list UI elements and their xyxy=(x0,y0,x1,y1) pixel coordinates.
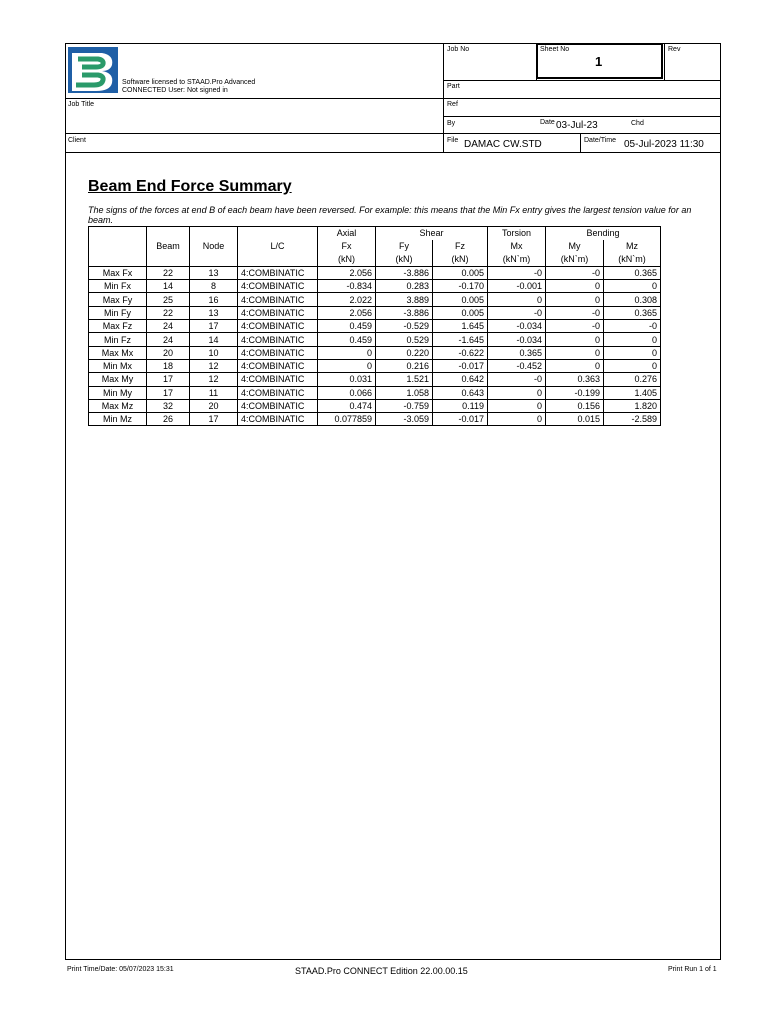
cell-fy: 3.889 xyxy=(376,293,433,306)
cell-row-label: Min My xyxy=(89,386,147,399)
print-time: Print Time/Date: 05/07/2023 15:31 xyxy=(67,966,174,973)
unit-header-my: (kN`m) xyxy=(546,253,604,266)
cell-fy: -3.886 xyxy=(376,266,433,279)
cell-mx: -0.034 xyxy=(488,333,546,346)
cell-load-case: 4:COMBINATIC xyxy=(238,293,318,306)
sheet-no-label: Sheet No xyxy=(540,46,570,53)
cell-beam: 17 xyxy=(147,373,190,386)
header-divider xyxy=(65,133,721,134)
edition-text: STAAD.Pro CONNECT Edition 22.00.00.15 xyxy=(295,966,468,976)
ref-label: Ref xyxy=(447,101,458,108)
group-header-torsion: Torsion xyxy=(488,227,546,240)
column-header-fx: Fx xyxy=(318,240,376,253)
print-run: Print Run 1 of 1 xyxy=(668,966,717,973)
header-divider xyxy=(65,152,721,153)
cell-fx: 2.022 xyxy=(318,293,376,306)
cell-mx: 0 xyxy=(488,399,546,412)
empty-header-cell xyxy=(190,227,238,240)
cell-my: 0 xyxy=(546,359,604,372)
report-note: The signs of the forces at end B of each beam have been reversed. For example: this means that the Min Fx entry gives the largest tension value for an beam. xyxy=(88,205,692,225)
cell-beam: 17 xyxy=(147,386,190,399)
table-row xyxy=(89,320,661,333)
cell-beam: 18 xyxy=(147,359,190,372)
cell-node: 11 xyxy=(190,386,238,399)
cell-fx: 0.474 xyxy=(318,399,376,412)
column-header-node: Node xyxy=(190,240,238,253)
cell-my: 0 xyxy=(546,280,604,293)
cell-row-label: Max Fz xyxy=(89,320,147,333)
cell-mz: 0 xyxy=(604,346,661,359)
cell-node: 16 xyxy=(190,293,238,306)
unit-header-mz: (kN`m) xyxy=(604,253,661,266)
cell-fx: 0.077859 xyxy=(318,413,376,426)
cell-fz: -1.645 xyxy=(433,333,488,346)
cell-load-case: 4:COMBINATIC xyxy=(238,266,318,279)
cell-load-case: 4:COMBINATIC xyxy=(238,320,318,333)
cell-node: 17 xyxy=(190,320,238,333)
cell-beam: 24 xyxy=(147,320,190,333)
cell-my: 0 xyxy=(546,333,604,346)
cell-my: 0 xyxy=(546,346,604,359)
table-row xyxy=(89,333,661,346)
cell-row-label: Min Fz xyxy=(89,333,147,346)
column-header-fz: Fz xyxy=(433,240,488,253)
cell-fy: 0.283 xyxy=(376,280,433,293)
beam-force-table xyxy=(88,226,661,426)
cell-node: 17 xyxy=(190,413,238,426)
cell-my: -0 xyxy=(546,306,604,319)
cell-mz: 0 xyxy=(604,280,661,293)
cell-fx: 0 xyxy=(318,359,376,372)
cell-mz: 1.405 xyxy=(604,386,661,399)
cell-load-case: 4:COMBINATIC xyxy=(238,413,318,426)
cell-fy: -3.059 xyxy=(376,413,433,426)
rev-label: Rev xyxy=(668,46,681,53)
cell-my: 0.156 xyxy=(546,399,604,412)
cell-my: -0 xyxy=(546,266,604,279)
report-title: Beam End Force Summary xyxy=(88,178,292,195)
cell-fz: 0.642 xyxy=(433,373,488,386)
cell-mx: 0 xyxy=(488,386,546,399)
cell-mz: 0.276 xyxy=(604,373,661,386)
cell-mz: 0 xyxy=(604,333,661,346)
cell-mz: 0.365 xyxy=(604,266,661,279)
cell-mz: -2.589 xyxy=(604,413,661,426)
table-row xyxy=(89,373,661,386)
cell-fz: 0.005 xyxy=(433,306,488,319)
cell-row-label: Min Fx xyxy=(89,280,147,293)
header-divider xyxy=(65,98,721,99)
cell-mz: 1.820 xyxy=(604,399,661,412)
cell-fy: -0.529 xyxy=(376,320,433,333)
unit-header-mx: (kN`m) xyxy=(488,253,546,266)
cell-node: 20 xyxy=(190,399,238,412)
cell-beam: 22 xyxy=(147,306,190,319)
cell-fx: 0 xyxy=(318,346,376,359)
table-body xyxy=(89,266,661,426)
table-row xyxy=(89,306,661,319)
table-group-header-row xyxy=(89,227,661,240)
bentley-b-logo-icon xyxy=(68,47,118,93)
cell-fz: -0.170 xyxy=(433,280,488,293)
cell-fz: 0.005 xyxy=(433,266,488,279)
cell-row-label: Max Fx xyxy=(89,266,147,279)
job-title-label: Job Title xyxy=(68,101,95,108)
datetime-value: 05-Jul-2023 11:30 xyxy=(624,139,704,150)
cell-my: 0.363 xyxy=(546,373,604,386)
cell-row-label: Min Fy xyxy=(89,306,147,319)
file-value: DAMAC CW.STD xyxy=(464,139,542,150)
sheet-no-value: 1 xyxy=(595,54,603,69)
cell-mx: 0.365 xyxy=(488,346,546,359)
cell-fy: -3.886 xyxy=(376,306,433,319)
empty-header-cell xyxy=(238,227,318,240)
cell-beam: 26 xyxy=(147,413,190,426)
cell-fy: 0.216 xyxy=(376,359,433,372)
table-row xyxy=(89,280,661,293)
header-divider xyxy=(443,43,444,153)
cell-fz: 1.645 xyxy=(433,320,488,333)
table-row xyxy=(89,413,661,426)
cell-my: 0.015 xyxy=(546,413,604,426)
cell-fz: -0.622 xyxy=(433,346,488,359)
cell-fz: 0.643 xyxy=(433,386,488,399)
empty-header-cell xyxy=(147,227,190,240)
cell-beam: 22 xyxy=(147,266,190,279)
cell-node: 8 xyxy=(190,280,238,293)
cell-mx: -0.001 xyxy=(488,280,546,293)
cell-row-label: Min Mx xyxy=(89,359,147,372)
cell-node: 13 xyxy=(190,266,238,279)
cell-fx: 2.056 xyxy=(318,306,376,319)
cell-mx: -0 xyxy=(488,266,546,279)
cell-mz: -0 xyxy=(604,320,661,333)
cell-my: 0 xyxy=(546,293,604,306)
cell-load-case: 4:COMBINATIC xyxy=(238,333,318,346)
cell-mx: -0 xyxy=(488,373,546,386)
cell-row-label: Max Fy xyxy=(89,293,147,306)
by-label: By xyxy=(447,120,456,127)
cell-fx: 0.066 xyxy=(318,386,376,399)
cell-beam: 32 xyxy=(147,399,190,412)
column-header-lc: L/C xyxy=(238,240,318,253)
empty-header-cell xyxy=(89,227,147,240)
cell-fy: 0.529 xyxy=(376,333,433,346)
cell-my: -0 xyxy=(546,320,604,333)
empty-header-cell xyxy=(190,253,238,266)
group-header-bending: Bending xyxy=(546,227,661,240)
cell-node: 12 xyxy=(190,359,238,372)
cell-load-case: 4:COMBINATIC xyxy=(238,346,318,359)
part-label: Part xyxy=(447,83,460,90)
empty-header-cell xyxy=(89,240,147,253)
cell-mx: -0 xyxy=(488,306,546,319)
header-divider xyxy=(443,80,721,81)
cell-mz: 0 xyxy=(604,359,661,372)
datetime-label: Date/Time xyxy=(584,137,617,144)
cell-beam: 25 xyxy=(147,293,190,306)
empty-header-cell xyxy=(238,253,318,266)
cell-fx: -0.834 xyxy=(318,280,376,293)
column-header-beam: Beam xyxy=(147,240,190,253)
date-value: 03-Jul-23 xyxy=(556,120,598,131)
license-line-2: CONNECTED User: Not signed in xyxy=(122,87,228,94)
cell-beam: 24 xyxy=(147,333,190,346)
unit-header-fx: (kN) xyxy=(318,253,376,266)
cell-fx: 0.459 xyxy=(318,320,376,333)
cell-fx: 0.459 xyxy=(318,333,376,346)
table-row xyxy=(89,359,661,372)
cell-fx: 2.056 xyxy=(318,266,376,279)
table-row xyxy=(89,399,661,412)
job-no-label: Job No xyxy=(447,46,470,53)
cell-mz: 0.365 xyxy=(604,306,661,319)
cell-node: 12 xyxy=(190,373,238,386)
cell-node: 13 xyxy=(190,306,238,319)
cell-row-label: Max Mz xyxy=(89,399,147,412)
column-header-mz: Mz xyxy=(604,240,661,253)
table-row xyxy=(89,266,661,279)
cell-fz: -0.017 xyxy=(433,359,488,372)
cell-mx: 0 xyxy=(488,413,546,426)
date-label: Date xyxy=(540,119,555,126)
header-divider xyxy=(443,116,721,117)
group-header-axial: Axial xyxy=(318,227,376,240)
cell-node: 10 xyxy=(190,346,238,359)
cell-node: 14 xyxy=(190,333,238,346)
cell-fy: 0.220 xyxy=(376,346,433,359)
cell-mx: -0.034 xyxy=(488,320,546,333)
cell-load-case: 4:COMBINATIC xyxy=(238,386,318,399)
cell-fy: 1.058 xyxy=(376,386,433,399)
cell-row-label: Min Mz xyxy=(89,413,147,426)
table-unit-header-row xyxy=(89,253,661,266)
table-row xyxy=(89,346,661,359)
cell-fx: 0.031 xyxy=(318,373,376,386)
cell-my: -0.199 xyxy=(546,386,604,399)
cell-load-case: 4:COMBINATIC xyxy=(238,280,318,293)
column-header-mx: Mx xyxy=(488,240,546,253)
cell-mx: 0 xyxy=(488,293,546,306)
cell-beam: 14 xyxy=(147,280,190,293)
cell-load-case: 4:COMBINATIC xyxy=(238,373,318,386)
cell-load-case: 4:COMBINATIC xyxy=(238,399,318,412)
cell-row-label: Max Mx xyxy=(89,346,147,359)
header-divider xyxy=(664,43,665,81)
cell-beam: 20 xyxy=(147,346,190,359)
cell-fz: 0.005 xyxy=(433,293,488,306)
cell-load-case: 4:COMBINATIC xyxy=(238,359,318,372)
cell-load-case: 4:COMBINATIC xyxy=(238,306,318,319)
chd-label: Chd xyxy=(631,120,644,127)
cell-fy: -0.759 xyxy=(376,399,433,412)
unit-header-fz: (kN) xyxy=(433,253,488,266)
cell-mx: -0.452 xyxy=(488,359,546,372)
file-label: File xyxy=(447,137,459,144)
client-label: Client xyxy=(68,137,86,144)
cell-mz: 0.308 xyxy=(604,293,661,306)
table-row xyxy=(89,293,661,306)
license-line-1: Software licensed to STAAD.Pro Advanced xyxy=(122,79,256,86)
table-column-header-row xyxy=(89,240,661,253)
column-header-fy: Fy xyxy=(376,240,433,253)
cell-fz: 0.119 xyxy=(433,399,488,412)
empty-header-cell xyxy=(89,253,147,266)
cell-row-label: Max My xyxy=(89,373,147,386)
cell-fy: 1.521 xyxy=(376,373,433,386)
empty-header-cell xyxy=(147,253,190,266)
column-header-my: My xyxy=(546,240,604,253)
cell-fz: -0.017 xyxy=(433,413,488,426)
group-header-shear: Shear xyxy=(376,227,488,240)
header-divider xyxy=(580,133,581,153)
table-row xyxy=(89,386,661,399)
unit-header-fy: (kN) xyxy=(376,253,433,266)
